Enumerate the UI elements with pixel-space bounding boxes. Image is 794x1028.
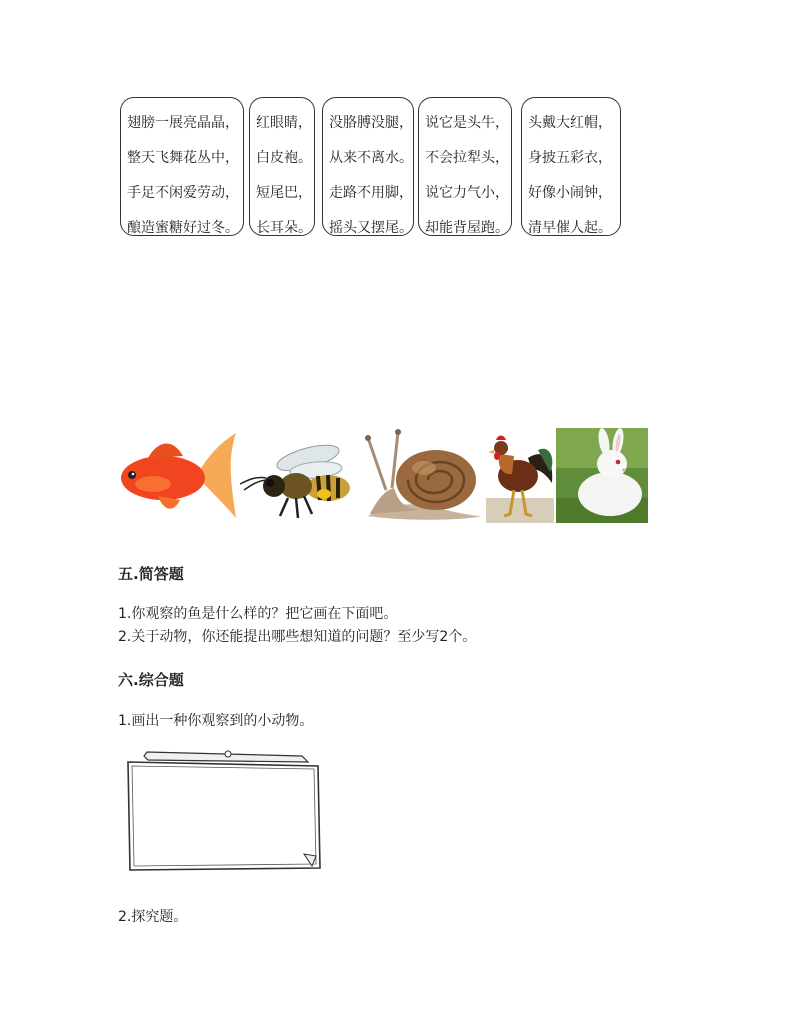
riddle-line: 酿造蜜糖好过冬。 — [127, 220, 239, 236]
bee-image — [238, 428, 356, 523]
riddle-line: 好像小闹钟， — [528, 185, 612, 201]
riddle-line: 清早催人起。 — [528, 220, 612, 236]
riddle-line: 摇头又摆尾。 — [329, 220, 413, 236]
animal-pictures — [118, 428, 648, 523]
riddle-line: 整天飞舞花丛中， — [127, 150, 239, 166]
drawing-frame — [122, 750, 322, 875]
riddle-box-snail — [418, 97, 512, 236]
riddle-boxes — [120, 97, 630, 242]
section-5-question-1: 1.你观察的鱼是什么样的？把它画在下面吧。 — [118, 606, 398, 622]
riddle-line: 身披五彩衣， — [528, 150, 612, 166]
riddle-line: 从来不离水。 — [329, 150, 413, 166]
riddle-line: 说它力气小， — [425, 185, 509, 201]
riddle-line: 长耳朵。 — [256, 220, 312, 236]
riddle-line: 手足不闲爱劳动， — [127, 185, 239, 201]
riddle-line: 却能背屋跑。 — [425, 220, 509, 236]
section-5-question-2: 2.关于动物，你还能提出哪些想知道的问题？至少写2个。 — [118, 629, 477, 645]
snail-image — [358, 428, 484, 523]
section-6-question-1: 1.画出一种你观察到的小动物。 — [118, 713, 314, 729]
riddle-box-rooster — [521, 97, 621, 236]
rooster-image — [486, 428, 554, 523]
section-6-title: 六.综合题 — [118, 671, 184, 689]
section-6-question-2: 2.探究题。 — [118, 909, 188, 925]
riddle-line: 走路不用脚， — [329, 185, 413, 201]
section-5-title: 五.简答题 — [118, 565, 184, 583]
riddle-line: 说它是头牛， — [425, 115, 509, 131]
riddle-line: 白皮袍。 — [256, 150, 312, 166]
riddle-line: 短尾巴， — [256, 185, 312, 201]
riddle-line: 不会拉犁头， — [425, 150, 509, 166]
riddle-line: 红眼睛， — [256, 115, 312, 131]
riddle-line: 头戴大红帽， — [528, 115, 612, 131]
riddle-line: 没胳膊没腿， — [329, 115, 413, 131]
riddle-box-rabbit — [249, 97, 315, 236]
riddle-line: 翅膀一展亮晶晶， — [127, 115, 239, 131]
riddle-box-fish — [322, 97, 414, 236]
goldfish-image — [118, 428, 238, 523]
rabbit-image — [556, 428, 648, 523]
riddle-box-bee — [120, 97, 244, 236]
